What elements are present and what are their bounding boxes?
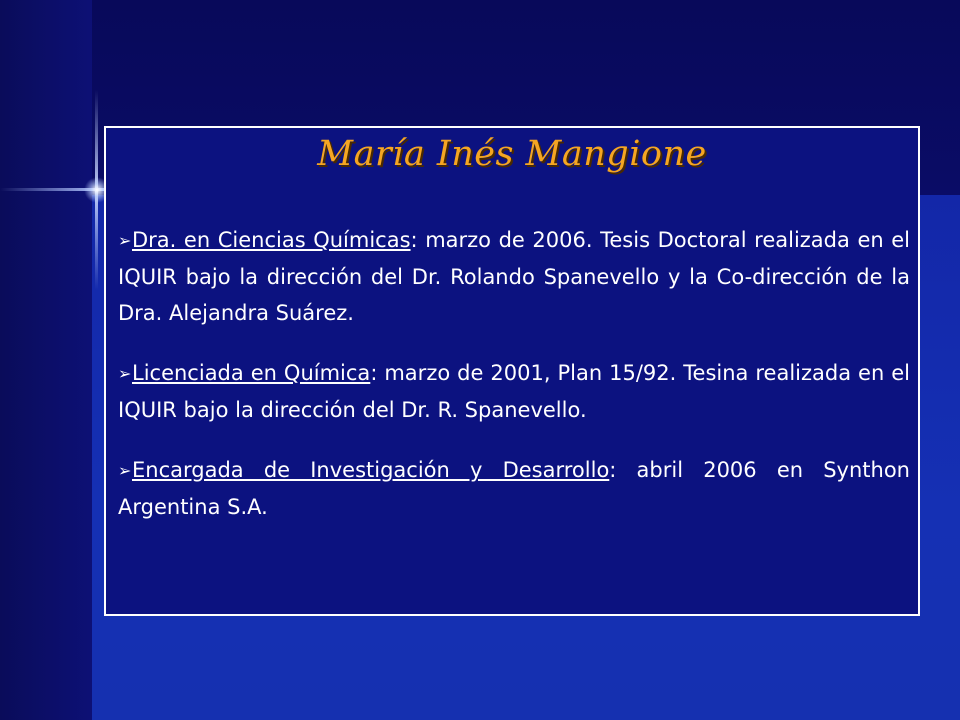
cv-item-heading: Licenciada en Química	[132, 361, 371, 385]
cv-item-text: : marzo de 2006. Tesis Doctoral realizada en el IQUIR bajo la dirección del Dr. Rolando Spanevello y la Co-dirección de la Dra. Alejandra Suárez.	[118, 228, 910, 325]
cv-item-text: : marzo de 2001, Plan 15/92. Tesina realizada en el IQUIR bajo la dirección del Dr. R. Spanevello.	[118, 361, 911, 422]
cv-item-position	[118, 452, 910, 525]
arrowhead-bullet-icon: ➢	[118, 461, 132, 480]
cv-item-doctorate	[118, 222, 910, 331]
cv-item-heading: Dra. en Ciencias Químicas	[132, 228, 411, 252]
cv-item-heading: Encargada de Investigación y Desarrollo	[132, 458, 610, 482]
arrowhead-bullet-icon: ➢	[118, 364, 132, 383]
arrowhead-bullet-icon: ➢	[118, 231, 132, 250]
content-frame	[104, 126, 920, 616]
slide-left-band	[0, 0, 92, 720]
cv-item-text: : abril 2006 en Synthon Argentina S.A.	[118, 458, 910, 519]
cv-list	[118, 222, 910, 525]
slide-title: María Inés Mangione	[317, 134, 707, 174]
cv-item-licentiate	[118, 355, 910, 428]
